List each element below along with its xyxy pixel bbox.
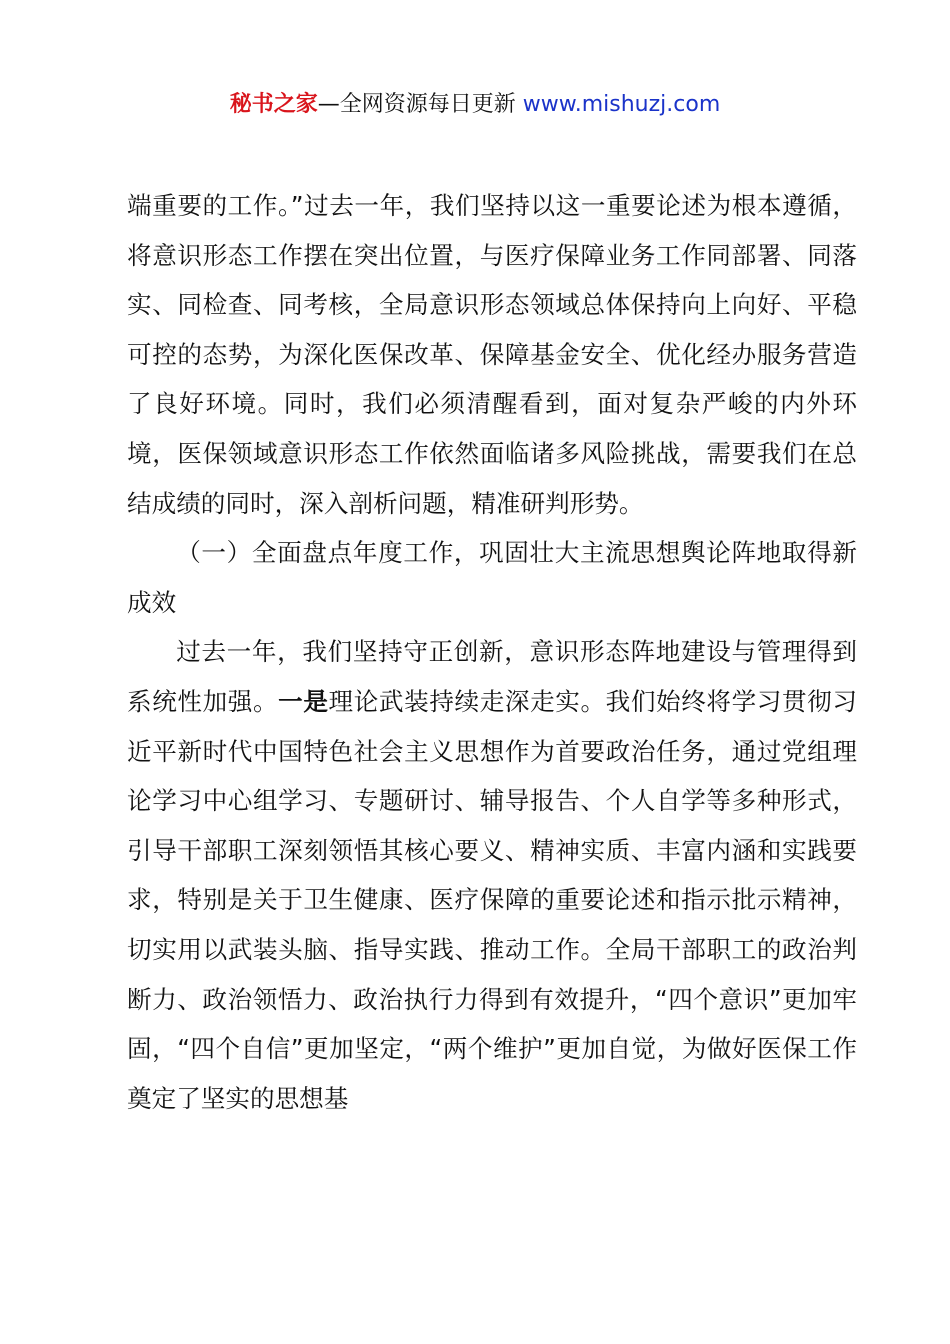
site-header: [0, 88, 950, 122]
paragraph-achievements: [127, 627, 857, 1123]
site-url[interactable]: www.mishuzj.com: [522, 92, 721, 117]
site-brand: 秘书之家: [229, 92, 318, 117]
document-body: [127, 181, 857, 1123]
site-slogan: —全网资源每日更新: [317, 92, 516, 117]
paragraph-intro: 过去一年，我们坚持守正创新，意识形态阵地建设与管理得到系统性加强。: [127, 637, 857, 716]
section-heading: （一）全面盘点年度工作，巩固壮大主流思想舆论阵地取得新成效: [127, 538, 857, 617]
paragraph-point-text: 理论武装持续走深走实。我们始终将学习贯彻习近平新时代中国特色社会主义思想作为首要政治任务，通过党组理论学习中心组学习、专题研讨、辅导报告、个人自学等多种形式，引导干部职工深刻领悟其核心要义、精神实质、丰富内涵和实践要求，特别是关于卫生健康、医疗保障的重要论述和指示批示精神，切实用以武装头脑、指导实践、推动工作。全局干部职工的政治判断力、政治领悟力、政治执行力得到有效提升，“四个意识”更加牢固，“四个自信”更加坚定，“两个维护”更加自觉，为做好医保工作奠定了坚实的思想基: [127, 686, 857, 1113]
point-marker: 一是: [278, 686, 329, 716]
paragraph-continuation: 端重要的工作。”过去一年，我们坚持以这一重要论述为根本遵循，将意识形态工作摆在突出位置，与医疗保障业务工作同部署、同落实、同检查、同考核，全局意识形态领域总体保持向上向好、平稳可控的态势，为深化医保改革、保障基金安全、优化经办服务营造了良好环境。同时，我们必须清醒看到，面对复杂严峻的内外环境，医保领域意识形态工作依然面临诸多风险挑战，需要我们在总结成绩的同时，深入剖析问题，精准研判形势。: [127, 191, 857, 518]
